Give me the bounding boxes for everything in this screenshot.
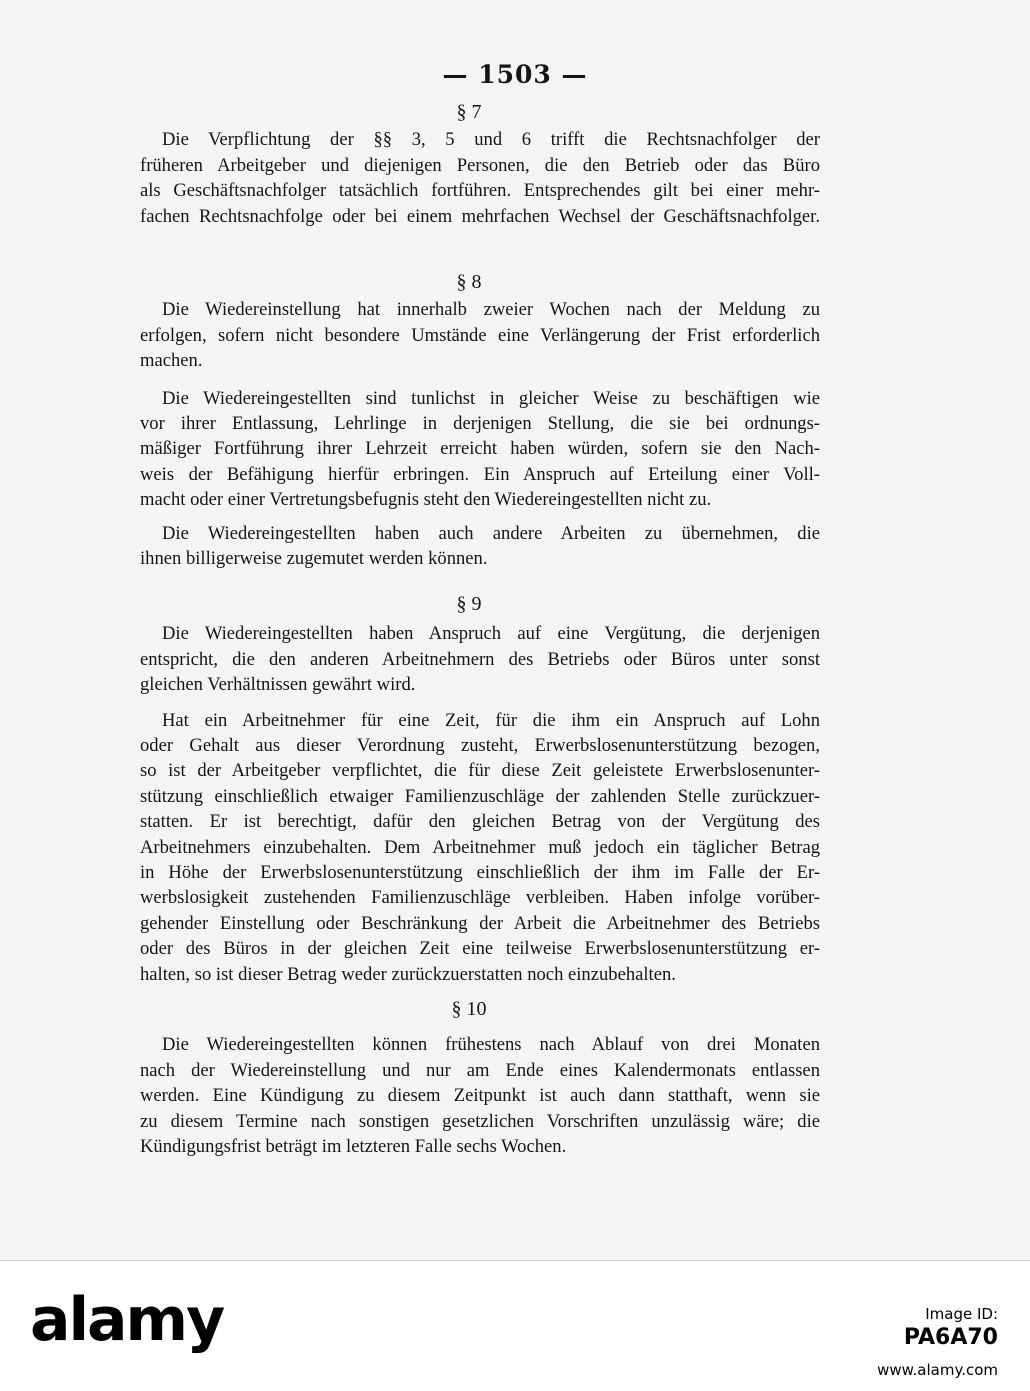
section-heading: § 8 (456, 271, 482, 293)
text-line: vor ihrer Entlassung, Lehrlinge in derjenigen Stellung, die sie bei ordnungs- (140, 413, 820, 435)
section-heading: § 7 (456, 101, 482, 123)
paragraph (118, 708, 820, 987)
text-line: Die Verpflichtung der §§ 3, 5 und 6 trifft die Rechtsnachfolger der (162, 129, 820, 151)
text-line: stützung einschließlich etwaiger Familienzuschläge der zahlenden Stelle zurückzuer- (140, 785, 820, 807)
text-line: werden. Eine Kündigung zu diesem Zeitpunkt ist auch dann statthaft, wenn sie (140, 1085, 820, 1107)
paragraph (118, 386, 820, 513)
text-line: Die Wiedereingestellten sind tunlichst in gleicher Weise zu beschäftigen wie (162, 387, 820, 409)
text-line: Hat ein Arbeitnehmer für eine Zeit, für die ihm ein Anspruch auf Lohn (162, 709, 820, 731)
paragraph (118, 1032, 820, 1159)
page-number: — 1503 — (442, 60, 588, 89)
text-line: oder Gehalt aus dieser Verordnung zusteht, Erwerbslosenunterstützung bezogen, (140, 735, 820, 757)
text-line: entspricht, die den anderen Arbeitnehmern des Betriebs oder Büros unter sonst (140, 648, 820, 670)
text-line: gehender Einstellung oder Beschränkung der Arbeit die Arbeitnehmer des Betriebs (140, 912, 820, 934)
text-line: zu diesem Termine nach sonstigen gesetzlichen Vorschriften unzulässig wäre; die (140, 1110, 820, 1132)
paragraph (118, 297, 820, 373)
text-line: in Höhe der Erwerbslosenunterstützung einschließlich der ihm im Falle der Er- (140, 862, 820, 884)
text-line: macht oder einer Vertretungsbefugnis steht den Wiedereingestellten nicht zu. (140, 489, 712, 511)
section-7 (118, 100, 820, 229)
text-line: nach der Wiedereinstellung und nur am Ende eines Kalendermonats entlassen (140, 1059, 820, 1081)
text-line: Kündigungsfrist beträgt im letzteren Falle sechs Wochen. (140, 1136, 567, 1158)
section-heading: § 10 (451, 998, 487, 1020)
image-id-value: PA6A70 (903, 1325, 998, 1350)
text-line: mäßiger Fortführung ihrer Lehrzeit erreicht haben würden, sofern sie den Nach- (140, 438, 820, 460)
text-line: weis der Befähigung hierfür erbringen. Ein Anspruch auf Erteilung einer Voll- (140, 463, 820, 485)
text-line: halten, so ist dieser Betrag weder zurückzuerstatten noch einzubehalten. (140, 963, 676, 985)
text-line: statten. Er ist berechtigt, dafür den gleichen Betrag von der Vergütung des (140, 811, 820, 833)
section-9 (118, 592, 820, 987)
section-8 (118, 270, 820, 571)
text-line: erfolgen, sofern nicht besondere Umstände eine Verlängerung der Frist erforderlich (140, 324, 820, 346)
section-heading: § 9 (456, 593, 482, 615)
text-line: Die Wiedereinstellung hat innerhalb zweier Wochen nach der Meldung zu (162, 299, 820, 321)
text-line: Arbeitnehmers einzubehalten. Dem Arbeitnehmer muß jedoch ein täglicher Betrag (140, 836, 820, 858)
image-id-label: Image ID: (925, 1305, 998, 1323)
text-line: werbslosigkeit zustehenden Familienzuschläge verbleiben. Haben infolge vorüber- (140, 887, 820, 909)
section-10 (118, 997, 820, 1159)
text-line: Die Wiedereingestellten haben auch andere Arbeiten zu übernehmen, die (162, 522, 820, 544)
stock-photo-footer (0, 1260, 1030, 1391)
text-line: Die Wiedereingestellten haben Anspruch auf eine Vergütung, die derjenigen (162, 623, 820, 645)
text-line: ihnen billigerweise zugemutet werden können. (140, 548, 488, 570)
alamy-logo: alamy (30, 1285, 224, 1355)
paragraph (118, 521, 820, 572)
text-line: machen. (140, 350, 203, 372)
text-line: fachen Rechtsnachfolge oder bei einem mehrfachen Wechsel der Geschäftsnachfolger. (140, 205, 820, 227)
text-line: oder des Büros in der gleichen Zeit eine teilweise Erwerbslosenunterstützung er- (140, 938, 820, 960)
paragraph (118, 621, 820, 697)
paragraph (118, 127, 820, 229)
stock-url: www.alamy.com (877, 1361, 998, 1379)
image-id-block (904, 1303, 998, 1351)
text-line: früheren Arbeitgeber und diejenigen Personen, die den Betrieb oder das Büro (140, 154, 820, 176)
text-line: so ist der Arbeitgeber verpflichtet, die für diese Zeit geleistete Erwerbslosenunter- (140, 760, 820, 782)
text-line: gleichen Verhältnissen gewährt wird. (140, 674, 416, 696)
text-line: als Geschäftsnachfolger tatsächlich fortführen. Entsprechendes gilt bei einer mehr- (140, 180, 820, 202)
text-line: Die Wiedereingestellten können frühestens nach Ablauf von drei Monaten (162, 1034, 820, 1056)
